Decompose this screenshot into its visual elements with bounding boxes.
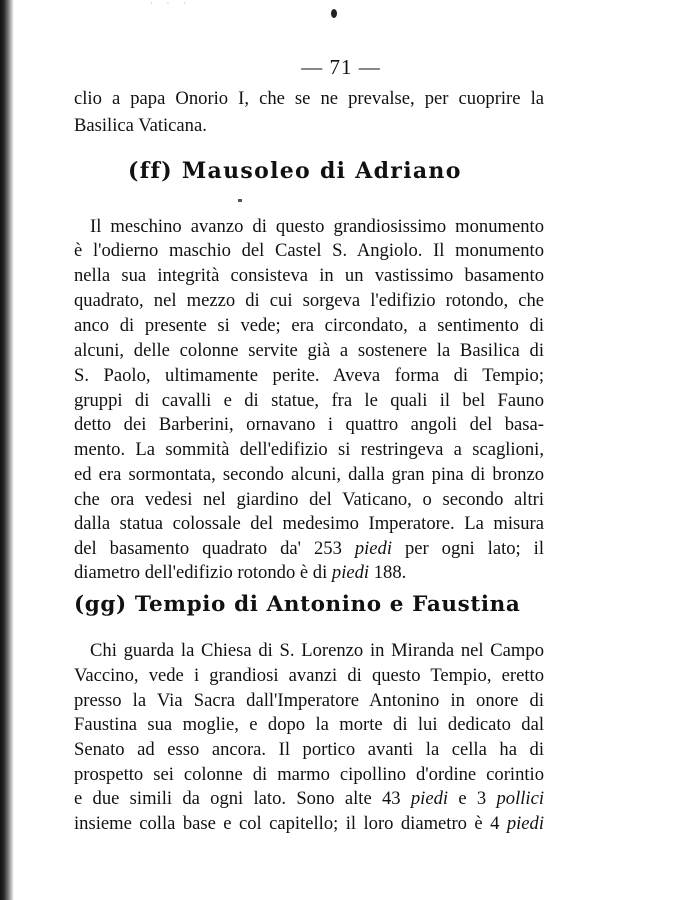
paragraph-line: presso la Via Sacra dall'Imperatore Antonino in onore di [74, 690, 544, 711]
paragraph-line [74, 812, 544, 836]
italic-unit: piedi [410, 788, 449, 809]
section-heading-ff: (ff) Mausoleo di Adriano [128, 158, 462, 184]
top-specks: · · · [150, 0, 192, 8]
paragraph-line: anco di presente si vede; era circondato, a sentimento di [74, 315, 544, 336]
page-number: — 71 — [301, 55, 381, 79]
intro-line: clio a papa Onorio I, che se ne prevalse, per cuoprire la [74, 88, 544, 109]
paragraph-line: dalla statua colossale del medesimo Imperatore. La misura [74, 513, 544, 534]
text-run: per ogni lato; il [392, 538, 544, 559]
paragraph-line: gruppi di cavalli e di statue, fra le quali il bel Fauno [74, 390, 544, 411]
section-heading-gg: (gg) Tempio di Antonino e Faustina [74, 592, 521, 617]
paragraph-line: che ora vedesi nel giardino del Vaticano, o secondo altri [74, 489, 544, 510]
paragraph-line: Chi guarda la Chiesa di S. Lorenzo in Miranda nel Campo [90, 640, 544, 661]
paragraph-line: Il meschino avanzo di questo grandiosissimo monumento [90, 216, 544, 237]
paragraph-line: è l'odierno maschio del Castel S. Angiolo. Il monumento [74, 240, 544, 261]
text-run: e due simili da ogni lato. Sono alte 43 [74, 788, 411, 809]
paragraph-line: alcuni, delle colonne servite già a sostenere la Basilica di [74, 340, 544, 361]
paragraph-line: mento. La sommità dell'edifizio si restringeva a scaglioni, [74, 439, 544, 460]
paragraph-line: quadrato, nel mezzo di cui sorgeva l'edifizio rotondo, che [74, 290, 544, 311]
paragraph-line: Faustina sua moglie, e dopo la morte di lui dedicato dal [74, 714, 544, 735]
paragraph-line: Senato ad esso ancora. Il portico avanti la cella ha di [74, 739, 544, 760]
ink-speck [238, 199, 242, 202]
italic-unit: pollici [496, 788, 544, 809]
italic-unit: piedi [506, 813, 544, 834]
paragraph-line: Vaccino, vede i grandiosi avanzi di questo Tempio, eretto [74, 665, 544, 686]
paragraph-line: S. Paolo, ultimamente perite. Aveva forma di Tempio; [74, 365, 544, 386]
paragraph-line [74, 787, 544, 811]
paragraph-line: detto dei Barberini, ornavano i quattro angoli del basa- [74, 414, 544, 435]
text-run: insieme colla base e col capitello; il loro diametro è 4 [74, 813, 507, 834]
paragraph-line: prospetto sei colonne di marmo cipollino d'ordine corintio [74, 764, 544, 785]
ink-dot [331, 9, 337, 18]
text-run: del basamento quadrato da' 253 [74, 538, 355, 559]
paragraph-line: nella sua integrità consisteva in un vastissimo basamento [74, 265, 544, 286]
paragraph-line [74, 561, 544, 585]
page-edge-shadow [0, 0, 14, 900]
text-run: diametro dell'edifizio rotondo è di [74, 562, 332, 583]
text-run: 188. [369, 562, 407, 583]
italic-unit: piedi [354, 538, 393, 559]
italic-unit: piedi [331, 562, 370, 583]
text-run: e 3 [448, 788, 497, 809]
paragraph-line [74, 537, 544, 561]
intro-line: Basilica Vaticana. [74, 115, 207, 136]
paragraph-line: ed era sormontata, secondo alcuni, dalla gran pina di bronzo [74, 464, 544, 485]
